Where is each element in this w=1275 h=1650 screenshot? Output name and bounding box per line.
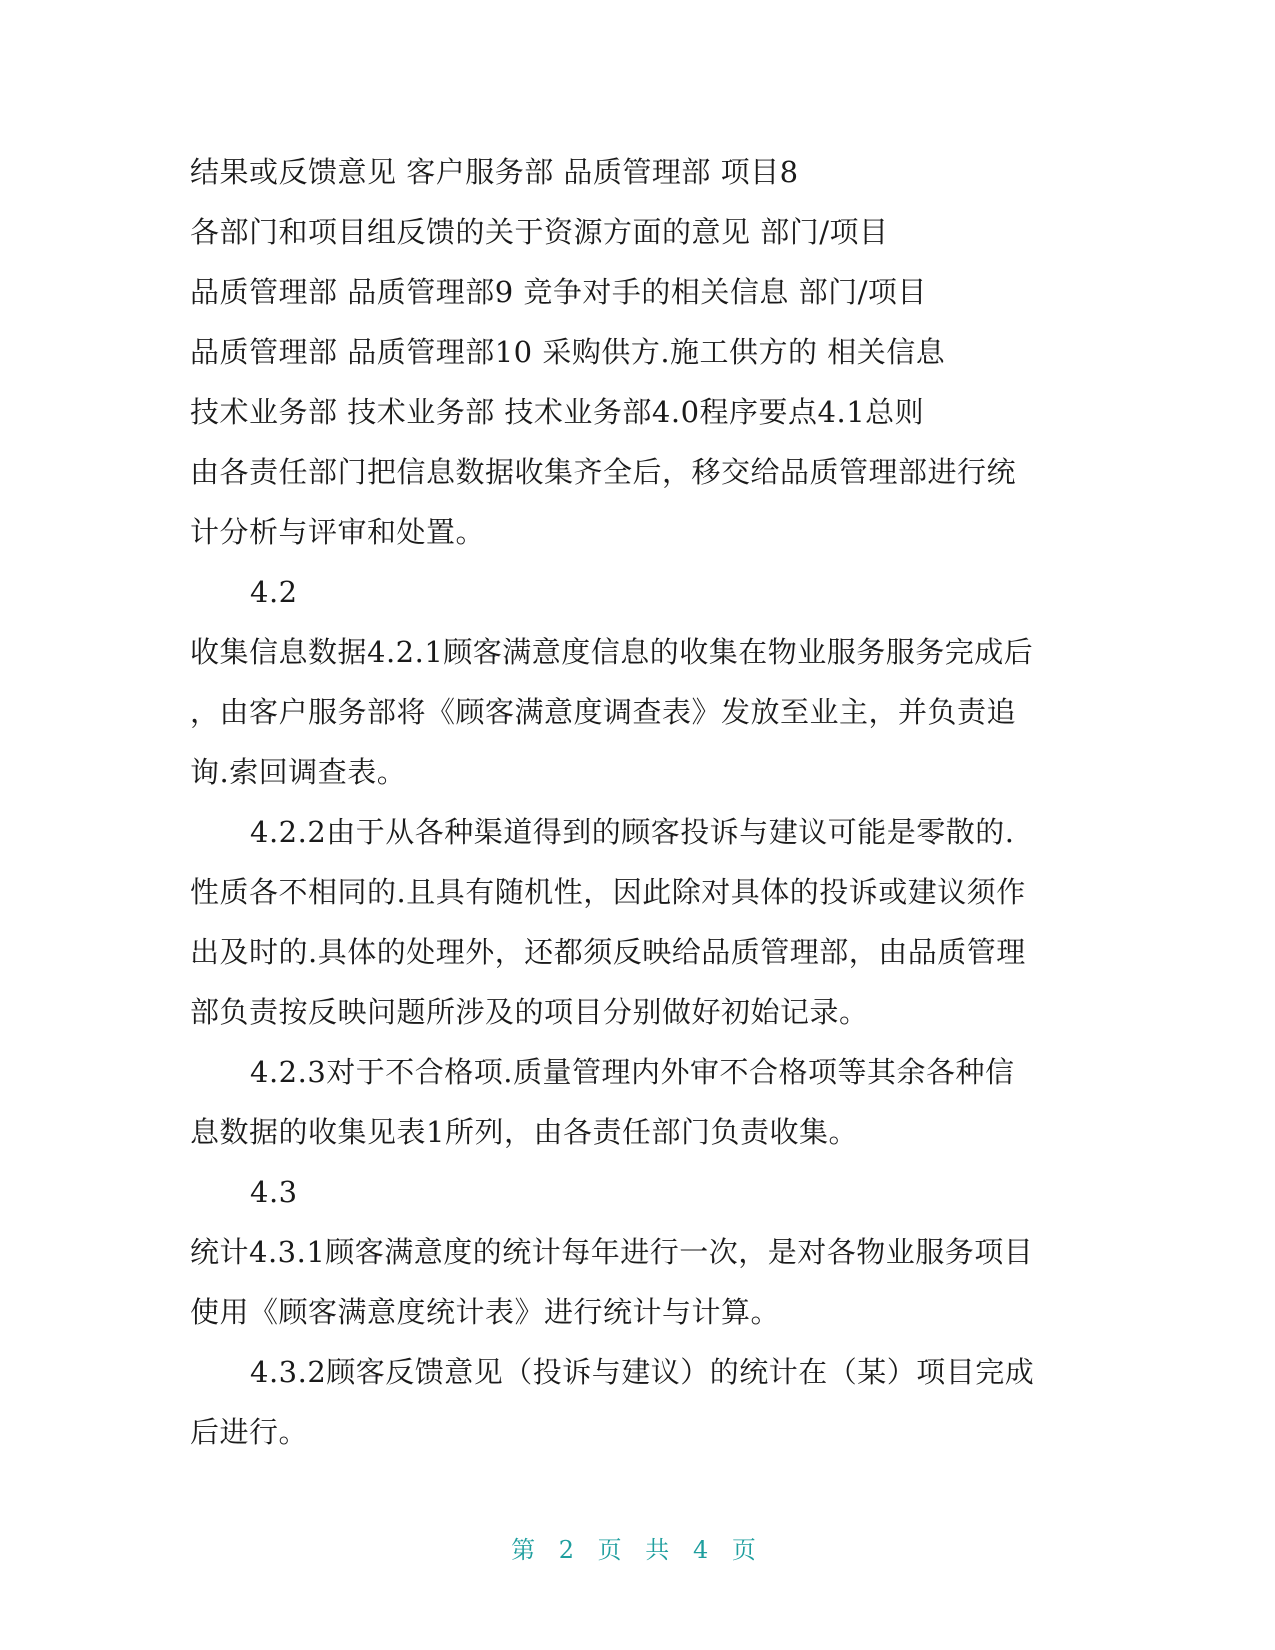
text-line: 出及时的.具体的处理外，还都须反映给品质管理部，由品质管理 — [190, 935, 1026, 969]
section-number: 4.2 — [250, 575, 298, 609]
text-line: 后进行。 — [190, 1415, 309, 1449]
text-line: 品质管理部 品质管理部9 竞争对手的相关信息 部门/项目 — [190, 275, 927, 309]
text-line: 部负责按反映问题所涉及的项目分别做好初始记录。 — [190, 995, 869, 1029]
text-line: 结果或反馈意见 客户服务部 品质管理部 项目8 — [190, 155, 799, 189]
page-number-footer: 第 2 页 共 4 页 — [511, 1536, 764, 1564]
text-line: 使用《顾客满意度统计表》进行统计与计算。 — [190, 1295, 781, 1329]
paragraph-start: 4.2.3对于不合格项.质量管理内外审不合格项等其余各种信 — [250, 1055, 1015, 1089]
text-line: 询.索回调查表。 — [190, 755, 407, 789]
document-body — [190, 142, 1090, 1462]
text-line: ，由客户服务部将《顾客满意度调查表》发放至业主，并负责追 — [190, 695, 1017, 729]
paragraph-start: 4.3.2顾客反馈意见（投诉与建议）的统计在（某）项目完成 — [250, 1355, 1035, 1389]
paragraph-start: 4.2.2由于从各种渠道得到的顾客投诉与建议可能是零散的. — [250, 815, 1015, 849]
text-line: 品质管理部 品质管理部10 采购供方.施工供方的 相关信息 — [190, 335, 946, 369]
text-line: 由各责任部门把信息数据收集齐全后，移交给品质管理部进行统 — [190, 455, 1017, 489]
text-line: 收集信息数据4.2.1顾客满意度信息的收集在物业服务服务完成后 — [190, 635, 1034, 669]
text-line: 性质各不相同的.且具有随机性，因此除对具体的投诉或建议须作 — [190, 875, 1026, 909]
text-line: 计分析与评审和处置。 — [190, 515, 486, 549]
text-line: 息数据的收集见表1所列，由各责任部门负责收集。 — [190, 1115, 858, 1149]
text-line: 统计4.3.1顾客满意度的统计每年进行一次，是对各物业服务项目 — [190, 1235, 1034, 1269]
text-line: 技术业务部 技术业务部 技术业务部4.0程序要点4.1总则 — [190, 395, 925, 429]
text-line: 各部门和项目组反馈的关于资源方面的意见 部门/项目 — [190, 215, 889, 249]
section-number: 4.3 — [250, 1175, 298, 1209]
